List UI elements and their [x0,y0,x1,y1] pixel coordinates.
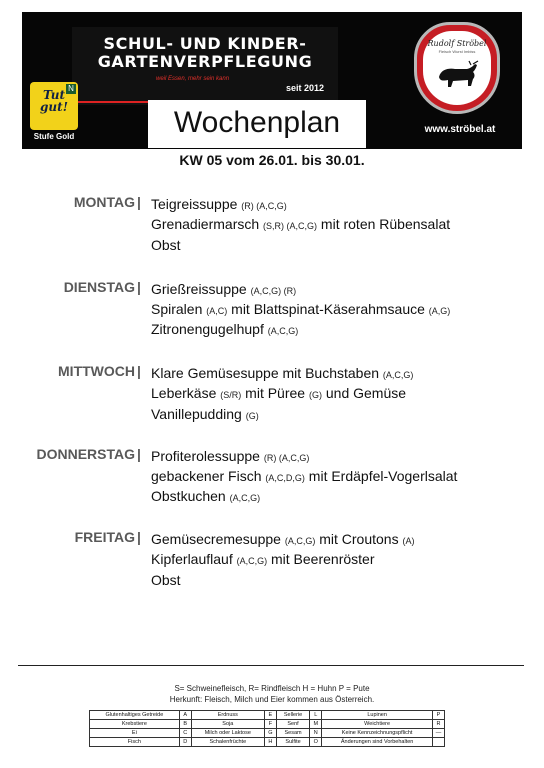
meal-text: gebackener Fisch [151,468,266,484]
allergen-letter: — [433,729,445,738]
meal-text: und Gemüse [321,385,407,401]
banner-since: seit 2012 [285,83,324,93]
allergen-row [90,711,445,720]
allergen-letter: F [264,720,276,729]
meal-text: Obstkuchen [151,488,230,504]
plan-title-box [148,100,366,148]
allergen-name: Sesam [276,729,309,738]
banner-title-line2: GARTENVERPFLEGUNG [97,52,313,71]
allergen-code: (A,C,G) [382,370,414,380]
meal-text: Klare Gemüsesuppe mit Buchstaben [151,365,383,381]
meal-line [151,237,181,253]
day-separator: | [137,363,141,379]
allergen-name: Glutenhaltiges Getreide [90,711,180,720]
meal-line [151,385,406,401]
meal-text: Leberkäse [151,385,221,401]
meal-line [151,551,374,567]
allergen-code: (A,C,G) (R) [250,286,297,296]
allergen-letter: A [179,711,191,720]
allergen-letter [433,738,445,747]
allergen-letter: O [310,738,322,747]
allergen-row [90,738,445,747]
meal-text: mit Croutons [315,531,403,547]
allergen-row [90,720,445,729]
day-label-dienstag: DIENSTAG [63,279,135,295]
meal-line [151,406,259,422]
allergen-code: (A,C,G) [229,493,261,503]
meal-text: Obst [151,237,181,253]
allergen-code: (A) [402,536,415,546]
allergen-code: (S/R) [220,390,242,400]
meal-text: Profiterolessuppe [151,448,264,464]
allergen-code: (G) [308,390,322,400]
day-label-mittwoch: MITTWOCH [58,363,135,379]
allergen-table-body [90,711,445,747]
meat-legend: S= Schweinefleisch, R= Rindfleisch H = Huhn P = Pute [174,684,370,693]
banner-title-line1: SCHUL- UND KINDER- [103,34,307,53]
meal-text: Teigreissuppe [151,196,242,212]
banner-slogan: weil Essen, mehr sein kann [156,76,230,82]
meal-line [151,196,287,212]
meal-text: Vanillepudding [151,406,246,422]
allergen-letter: P [433,711,445,720]
bull-icon [433,59,481,91]
meal-line [151,572,181,588]
meal-text: Obst [151,572,181,588]
day-label-montag: MONTAG [73,194,135,210]
allergen-code: (A,C,G) [284,536,316,546]
plan-title: Wochenplan [173,106,341,139]
meal-line [151,301,450,317]
allergen-letter: C [179,729,191,738]
allergen-code: (R) (A,C,G) [263,453,310,463]
allergen-letter: B [179,720,191,729]
allergen-name: Fisch [90,738,180,747]
meal-text: Zitronengugelhupf [151,321,268,337]
allergen-name: Lupinen [322,711,433,720]
badge-n-icon: N [66,84,76,94]
day-separator: | [137,194,141,210]
tut-gut-badge [30,82,78,130]
footer-divider [18,665,524,666]
origin-note: Herkunft: Fleisch, Milch und Eier kommen aus Österreich. [169,695,375,704]
day-label-donnerstag: DONNERSTAG [36,446,135,462]
allergen-letter: D [179,738,191,747]
allergen-code: (A,G) [428,306,451,316]
allergen-row [90,729,445,738]
meal-text: mit roten Rübensalat [317,216,451,232]
meal-line [151,488,260,504]
meal-text: Kipferlauflauf [151,551,237,567]
allergen-name: Änderungen sind Vorbehalten [322,738,433,747]
day-separator: | [137,529,141,545]
allergen-code: (A,C,G) [236,556,268,566]
stroebel-logo [414,22,500,114]
allergen-letter: E [264,711,276,720]
allergen-name: Soja [191,720,264,729]
meal-text: mit Erdäpfel-Vogerlsalat [304,468,458,484]
meal-line [151,321,298,337]
logo-inner [423,31,491,105]
allergen-name: Krebstiere [90,720,180,729]
allergen-code: (A,C) [206,306,228,316]
allergen-letter: H [264,738,276,747]
meal-text: Spiralen [151,301,207,317]
allergen-code: (R) (A,C,G) [241,201,287,211]
allergen-code: (G) [245,411,259,421]
day-label-freitag: FREITAG [74,529,135,545]
logo-subtitle: Fleisch Wurst Imbiss [438,49,476,54]
allergen-letter: N [310,729,322,738]
meal-line [151,448,309,464]
allergen-name: Sulfite [276,738,309,747]
meal-text: mit Beerenröster [267,551,375,567]
meal-line [151,281,296,297]
allergen-name: Erdnuss [191,711,264,720]
meal-text: Gemüsecremesuppe [151,531,285,547]
allergen-name: Ei [90,729,180,738]
allergen-letter: G [264,729,276,738]
meal-line [151,216,450,232]
allergen-name: Keine Kennzeichnungspflicht [322,729,433,738]
badge-text: Tut gut! [40,88,68,114]
allergen-letter: L [310,711,322,720]
day-separator: | [137,446,141,462]
website-url: www.ströbel.at [424,124,496,135]
allergen-name: Schalenfrüchte [191,738,264,747]
meal-text: Grenadiermarsch [151,216,264,232]
allergen-name: Milch oder Laktose [191,729,264,738]
meal-line [151,531,414,547]
day-separator: | [137,279,141,295]
allergen-code: (S,R) (A,C,G) [263,221,318,231]
banner-title-box [72,27,338,105]
allergen-name: Sellerie [276,711,309,720]
allergen-letter: R [433,720,445,729]
badge-level: Stufe Gold [33,132,75,141]
meal-text: Grießreissuppe [151,281,251,297]
allergen-name: Weichtiere [322,720,433,729]
week-range: KW 05 vom 26.01. bis 30.01. [179,152,365,168]
meal-line [151,365,413,381]
meal-text: mit Blattspinat-Käserahmsauce [227,301,429,317]
meal-text: mit Püree [241,385,309,401]
logo-name: Rudolf Ströbel [427,39,487,48]
allergen-code: (A,C,G) [267,326,299,336]
allergen-table [89,710,445,747]
allergen-code: (A,C,D,G) [265,473,305,483]
allergen-name: Senf [276,720,309,729]
meal-line [151,468,457,484]
allergen-letter: M [310,720,322,729]
